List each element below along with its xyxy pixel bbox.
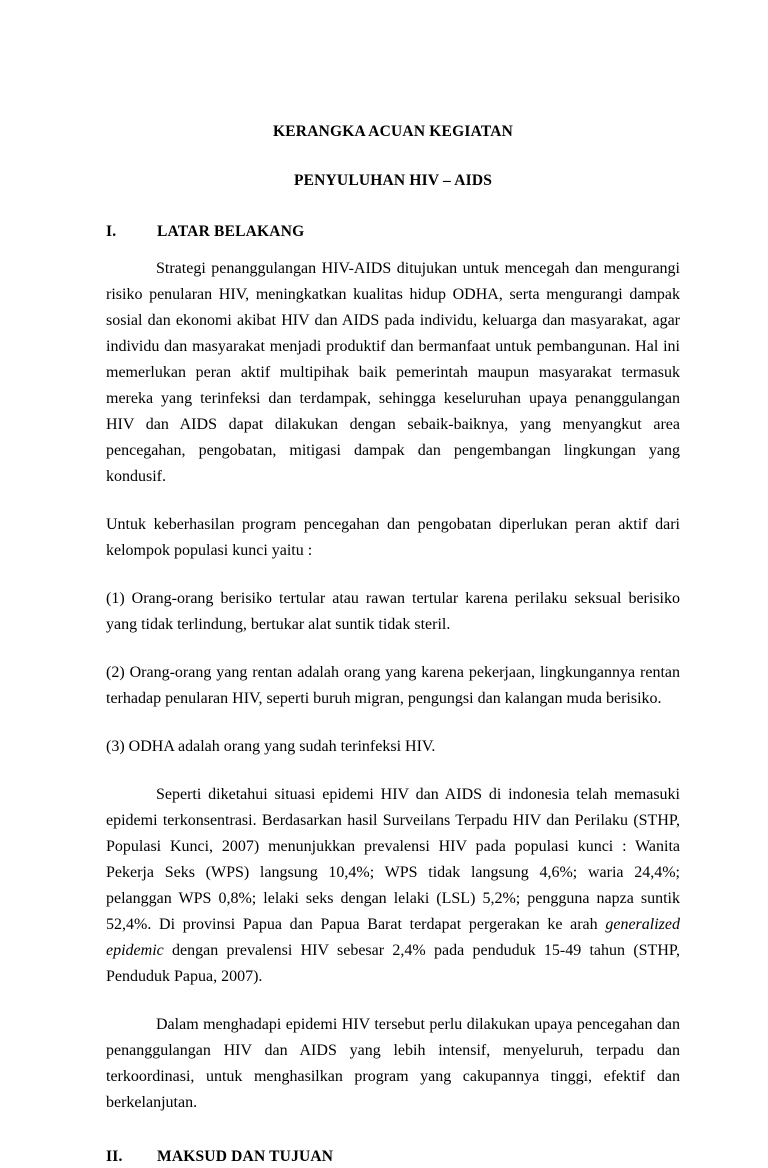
section-title: LATAR BELAKANG (157, 222, 305, 240)
section-title: MAKSUD DAN TUJUAN (157, 1147, 334, 1165)
section-number: I. (106, 222, 117, 240)
document-title: KERANGKA ACUAN KEGIATAN (273, 123, 513, 140)
italic-term-generalized-epidemic: generalized epidemic (106, 915, 680, 959)
document-subtitle: PENYULUHAN HIV – AIDS (293, 172, 493, 190)
list-item-2: (2) Orang-orang yang rentan adalah orang yang karena pekerjaan, lingkungannya rentan terhadap penularan HIV, seperti buruh migran, pengungsi dan kalangan muda berisiko. (106, 663, 680, 707)
paragraph-text-part-1: Seperti diketahui situasi epidemi HIV dan AIDS di indonesia telah memasuki epidemi terkonsentrasi. Berdasarkan hasil Surveilans Terpadu HIV dan Perilaku (STHP, Populasi Kunci, 2007) menunjukkan prevalensi HIV pada populasi kunci : Wanita Pekerja Seks (WPS) langsung 10,4%; WPS tidak langsung 4,6%; waria 24,4%; pelanggan WPS 0,8%; lelaki seks dengan lelaki (LSL) 5,2%; pengguna napza suntik 52,4%. Di provinsi Papua dan Papua Barat terdapat pergerakan ke arah (106, 785, 680, 933)
paragraph-dalam-menghadapi: Dalam menghadapi epidemi HIV tersebut perlu dilakukan upaya pencegahan dan penanggulangan HIV dan AIDS yang lebih intensif, menyeluruh, terpadu dan terkoordinasi, untuk menghasilkan program yang cakupannya tinggi, efektif dan berkelanjutan. (106, 1015, 680, 1111)
section-heading-latar-belakang (106, 220, 680, 243)
paragraph-keberhasilan-program: Untuk keberhasilan program pencegahan dan pengobatan diperlukan peran aktif dari kelompok populasi kunci yaitu : (106, 515, 680, 559)
section-number: II. (106, 1147, 123, 1165)
paragraph-text-part-2: dengan prevalensi HIV sebesar 2,4% pada penduduk 15-49 tahun (STHP, Penduduk Papua, 2007). (106, 941, 680, 985)
paragraph-strategi-penanggulangan: Strategi penanggulangan HIV-AIDS ditujukan untuk mencegah dan mengurangi risiko penularan HIV, meningkatkan kualitas hidup ODHA, serta mengurangi dampak sosial dan ekonomi akibat HIV dan AIDS pada individu, keluarga dan masyarakat, agar individu dan masyarakat menjadi produktif dan bermanfaat untuk pembangunan. Hal ini memerlukan peran aktif multipihak baik pemerintah maupun masyarakat termasuk mereka yang terinfeksi dan terdampak, sehingga keseluruhan upaya penanggulangan HIV dan AIDS dapat dilakukan dengan sebaik-baiknya, yang menyangkut area pencegahan, pengobatan, mitigasi dampak dan pengembangan lingkungan yang kondusif. (106, 259, 680, 485)
list-item-1: (1) Orang-orang berisiko tertular atau rawan tertular karena perilaku seksual berisiko yang tidak terlindung, bertukar alat suntik tidak steril. (106, 589, 680, 633)
paragraph-situasi-epidemi (106, 782, 680, 990)
list-item-3: (3) ODHA adalah orang yang sudah terinfeksi HIV. (106, 737, 436, 755)
section-heading-maksud-dan-tujuan (106, 1145, 680, 1168)
